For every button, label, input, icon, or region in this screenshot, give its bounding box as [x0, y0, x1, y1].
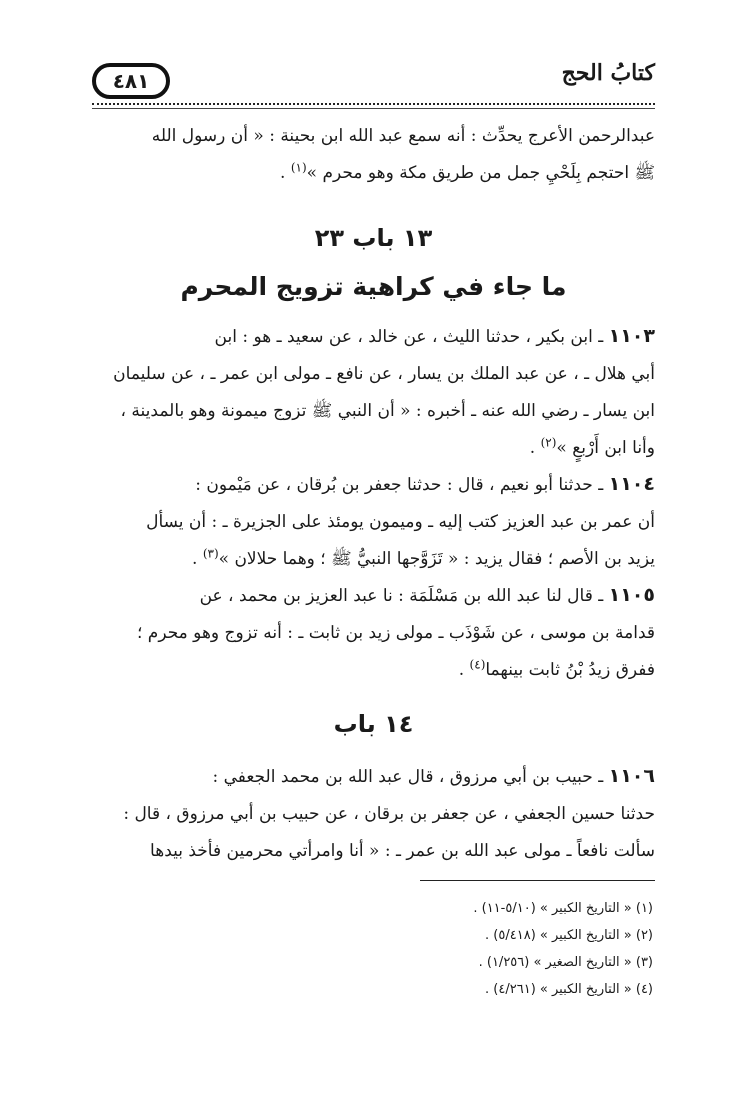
footnote-ref: (٢)	[540, 435, 557, 450]
chapter-heading: ١٣ باب ٢٣	[314, 224, 433, 252]
footnote: (٢) « التاريخ الكبير » (٥/٤١٨) .	[485, 928, 653, 943]
hadith-number: ١١٠٥	[608, 584, 655, 606]
text-line: ١١٠٤ ـ حدثنا أبو نعيم ، قال : حدثنا جعفر بن بُرقان ، عن مَيْمون :	[195, 473, 655, 495]
footnote: (٣) « التاريخ الصغير » (١/٢٥٦) .	[478, 955, 653, 970]
page-number: ٤٨١	[112, 69, 150, 93]
hadith-number: ١١٠٤	[608, 473, 655, 495]
text-line: أبي هلال ـ ، عن عبد الملك بن يسار ، عن نافع ـ مولى ابن عمر ـ ، عن سليمان	[113, 364, 655, 384]
hadith-1104	[92, 466, 655, 578]
text-line: ١١٠٣ ـ ابن بكير ، حدثنا الليث ، عن خالد ، عن سعيد ـ هو : ابن	[214, 325, 655, 347]
hadith-1103	[92, 318, 655, 467]
footnote: (١) « التاريخ الكبير » (٥/١٠-١١) .	[473, 901, 653, 916]
continued-paragraph	[92, 118, 655, 192]
header-rule	[92, 108, 655, 109]
footnote-ref: (١)	[290, 160, 307, 175]
footnote-ref: (٤)	[469, 657, 486, 672]
text-line: ﷺ احتجم بِلَحْيِ جمل من طريق مكة وهو محرم »$^{(١)}$ .	[280, 160, 655, 183]
text-line: حدثنا حسين الجعفي ، عن جعفر بن برقان ، عن حبيب بن أبي مرزوق ، قال :	[123, 804, 655, 824]
text-line: أن عمر بن عبد العزيز كتب إليه ـ وميمون يومئذ على الجزيرة ـ : أن يسأل	[146, 512, 655, 532]
text-line: سألت نافعاً ـ مولى عبد الله بن عمر ـ : « أنا وامرأتي محرمين فأخذ بيدها	[150, 841, 655, 861]
page-number-badge	[92, 63, 170, 99]
text-line: عبدالرحمن الأعرج يحدِّث : أنه سمع عبد الله ابن بحينة : « أن رسول الله	[151, 126, 655, 146]
text-line: يزيد بن الأصم ؛ فقال يزيد : « تَزَوَّجها النبيُّ ﷺ ؛ وهما حلالان »$^{(٣)}$ .	[192, 546, 655, 569]
text-line: ١١٠٦ ـ حبيب بن أبي مرزوق ، قال عبد الله بن محمد الجعفي :	[212, 765, 655, 787]
hadith-number: ١١٠٣	[608, 325, 655, 347]
header-dotted-rule	[92, 103, 655, 105]
hadith-1105	[92, 577, 655, 689]
hadith-number: ١١٠٦	[608, 765, 655, 787]
text-line: ففرق زيدُ بْنُ ثابت بينهما$^{(٤)}$ .	[458, 657, 655, 680]
footnote-ref: (٣)	[202, 546, 219, 561]
text-line: وأنا ابن أَرْبعٍ »$^{(٢)}$ .	[529, 435, 655, 458]
text-line: ١١٠٥ ـ قال لنا عبد الله بن مَسْلَمَة : نا عبد العزيز بن محمد ، عن	[199, 584, 655, 606]
footnote-rule	[420, 880, 655, 881]
hadith-1106	[92, 758, 655, 870]
text-line: ابن يسار ـ رضي الله عنه ـ أخبره : « أن النبي ﷺ تزوج ميمونة وهو بالمدينة ،	[120, 401, 655, 421]
chapter-heading: ١٤ باب	[333, 710, 414, 738]
text-line: قدامة بن موسى ، عن شَوْذَب ـ مولى زيد بن ثابت ـ : أنه تزوج وهو محرم ؛	[136, 623, 655, 643]
running-header-title: كتابُ الحج	[561, 60, 655, 86]
chapter-title: ما جاء في كراهية تزويج المحرم	[180, 272, 567, 301]
footnote: (٤) « التاريخ الكبير » (٤/٢٦١) .	[485, 982, 653, 997]
